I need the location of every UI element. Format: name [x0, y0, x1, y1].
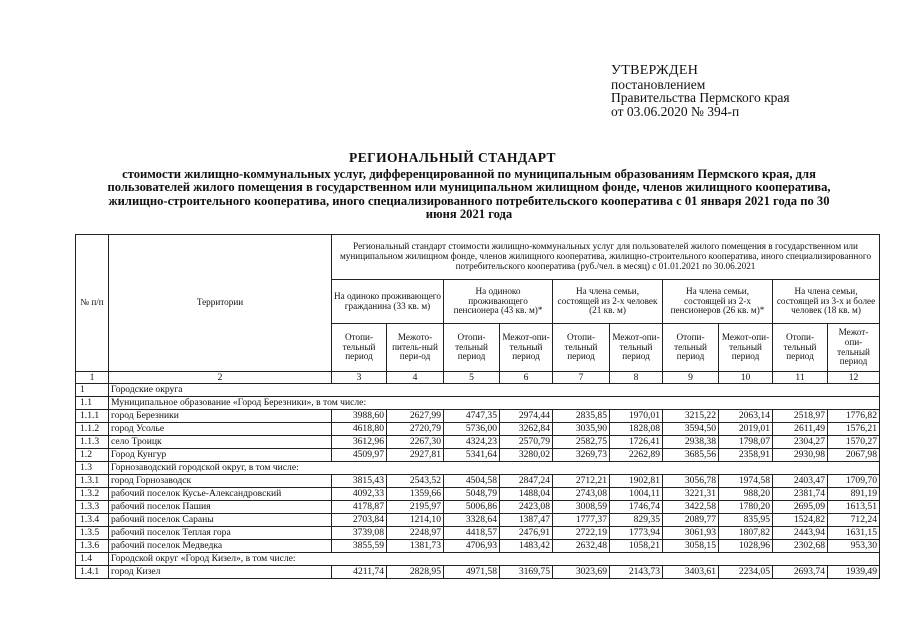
value-cell: 3058,15 — [663, 540, 719, 553]
value-cell: 1970,01 — [610, 410, 663, 423]
column-number: 6 — [500, 372, 553, 384]
value-cell: 1483,42 — [500, 540, 553, 553]
column-number: 5 — [444, 372, 500, 384]
value-cell: 2611,49 — [773, 423, 828, 436]
table-row — [76, 423, 880, 436]
table-row — [76, 540, 880, 553]
value-cell: 1387,47 — [500, 514, 553, 527]
value-cell: 3815,43 — [332, 475, 387, 488]
value-cell: 1709,70 — [828, 475, 880, 488]
row-number: 1.4.1 — [76, 566, 109, 579]
value-cell: 891,19 — [828, 488, 880, 501]
column-number: 9 — [663, 372, 719, 384]
value-cell: 4706,93 — [444, 540, 500, 553]
value-cell: 2234,05 — [719, 566, 773, 579]
value-cell: 1004,11 — [610, 488, 663, 501]
row-number: 1.3.4 — [76, 514, 109, 527]
value-cell: 2403,47 — [773, 475, 828, 488]
table-row — [76, 475, 880, 488]
row-number: 1 — [76, 384, 109, 397]
value-cell: 3403,61 — [663, 566, 719, 579]
territory-name: рабочий поселок Сараны — [109, 514, 332, 527]
territory-name: город Кизел — [109, 566, 332, 579]
header-interheating-5: Межот-опи-тельный период — [828, 324, 880, 372]
value-cell: 2712,21 — [553, 475, 610, 488]
value-cell: 1798,07 — [719, 436, 773, 449]
table-row — [76, 488, 880, 501]
table-row — [76, 410, 880, 423]
header-group-4: На члена семьи, состоящей из 2-х пенсионеров (26 кв. м)* — [663, 280, 773, 324]
column-number: 8 — [610, 372, 663, 384]
row-number: 1.3.6 — [76, 540, 109, 553]
header-heating-3: Отопи-тельный период — [553, 324, 610, 372]
header-group-1: На одиноко проживающего гражданина (33 кв. м) — [332, 280, 444, 324]
territory-name: село Троицк — [109, 436, 332, 449]
document-title: РЕГИОНАЛЬНЫЙ СТАНДАРТ — [349, 150, 556, 165]
value-cell: 3328,64 — [444, 514, 500, 527]
column-number: 2 — [109, 372, 332, 384]
row-number: 1.3 — [76, 462, 109, 475]
header-group-5: На члена семьи, состоящей из 3-х и более человек (18 кв. м) — [773, 280, 880, 324]
row-number: 1.2 — [76, 449, 109, 462]
value-cell: 3280,02 — [500, 449, 553, 462]
table-row — [76, 566, 880, 579]
value-cell: 2304,27 — [773, 436, 828, 449]
column-number: 4 — [387, 372, 444, 384]
value-cell: 2381,74 — [773, 488, 828, 501]
value-cell: 3023,69 — [553, 566, 610, 579]
value-cell: 1214,10 — [387, 514, 444, 527]
value-cell: 3169,75 — [500, 566, 553, 579]
header-territory: Территории — [109, 235, 332, 372]
section-row — [76, 553, 880, 566]
value-cell: 1381,73 — [387, 540, 444, 553]
header-heating-5: Отопи-тельный период — [773, 324, 828, 372]
value-cell: 4178,87 — [332, 501, 387, 514]
value-cell: 1776,82 — [828, 410, 880, 423]
value-cell: 1807,82 — [719, 527, 773, 540]
value-cell: 2267,30 — [387, 436, 444, 449]
header-interheating-3: Межот-опи-тельный период — [610, 324, 663, 372]
value-cell: 4971,58 — [444, 566, 500, 579]
territory-name: Город Кунгур — [109, 449, 332, 462]
table-row — [76, 501, 880, 514]
territory-name: Горнозаводский городской округ, в том числе: — [109, 462, 880, 475]
value-cell: 1777,37 — [553, 514, 610, 527]
value-cell: 1631,15 — [828, 527, 880, 540]
value-cell: 2743,08 — [553, 488, 610, 501]
territory-name: рабочий поселок Медведка — [109, 540, 332, 553]
value-cell: 2974,44 — [500, 410, 553, 423]
territory-name: Городской округ «Город Кизел», в том числе: — [109, 553, 880, 566]
approval-line-2: Правительства Пермского края — [611, 90, 790, 106]
value-cell: 1773,94 — [610, 527, 663, 540]
approval-line-3: от 03.06.2020 № 394-п — [611, 103, 740, 119]
header-interheating-2: Межот-опи-тельный период — [500, 324, 553, 372]
column-number: 3 — [332, 372, 387, 384]
value-cell: 2927,81 — [387, 449, 444, 462]
approval-heading: УТВЕРЖДЕН — [611, 63, 699, 78]
row-number: 1.3.1 — [76, 475, 109, 488]
value-cell: 3612,96 — [332, 436, 387, 449]
value-cell: 5048,79 — [444, 488, 500, 501]
value-cell: 2695,09 — [773, 501, 828, 514]
document-subtitle: стоимости жилищно-коммунальных услуг, дифференцированной по муниципальным образованиям Пермского края, для пользователей жилого помещения в государственном или муниципальном жилищном фонде, членов жилищного кооператива, жилищно-строительного кооператива, иного специализированного потребительского кооператива с 01 января 2021 года по 30 июня 2021 года — [107, 167, 831, 222]
value-cell: 3008,59 — [553, 501, 610, 514]
table-row — [76, 527, 880, 540]
column-numbers-row — [76, 372, 880, 384]
section-row — [76, 397, 880, 410]
row-number: 1.3.5 — [76, 527, 109, 540]
value-cell: 2847,24 — [500, 475, 553, 488]
value-cell: 2828,95 — [387, 566, 444, 579]
value-cell: 2019,01 — [719, 423, 773, 436]
header-group-3: На члена семьи, состоящей из 2-х человек (21 кв. м) — [553, 280, 663, 324]
value-cell: 1524,82 — [773, 514, 828, 527]
value-cell: 2358,91 — [719, 449, 773, 462]
value-cell: 2262,89 — [610, 449, 663, 462]
value-cell: 1828,08 — [610, 423, 663, 436]
value-cell: 2720,79 — [387, 423, 444, 436]
territory-name: рабочий поселок Пашия — [109, 501, 332, 514]
header-heating-2: Отопи-тельный период — [444, 324, 500, 372]
column-number: 7 — [553, 372, 610, 384]
value-cell: 835,95 — [719, 514, 773, 527]
value-cell: 1488,04 — [500, 488, 553, 501]
value-cell: 2582,75 — [553, 436, 610, 449]
value-cell: 2543,52 — [387, 475, 444, 488]
value-cell: 3262,84 — [500, 423, 553, 436]
territory-name: город Усолье — [109, 423, 332, 436]
value-cell: 1939,49 — [828, 566, 880, 579]
header-heating-4: Отопи-тельный период — [663, 324, 719, 372]
value-cell: 2632,48 — [553, 540, 610, 553]
value-cell: 3221,31 — [663, 488, 719, 501]
value-cell: 4504,58 — [444, 475, 500, 488]
value-cell: 2627,99 — [387, 410, 444, 423]
value-cell: 1613,51 — [828, 501, 880, 514]
value-cell: 1058,21 — [610, 540, 663, 553]
value-cell: 4324,23 — [444, 436, 500, 449]
value-cell: 3269,73 — [553, 449, 610, 462]
value-cell: 1576,21 — [828, 423, 880, 436]
value-cell: 4747,35 — [444, 410, 500, 423]
value-cell: 2302,68 — [773, 540, 828, 553]
value-cell: 1746,74 — [610, 501, 663, 514]
row-number: 1.1.1 — [76, 410, 109, 423]
value-cell: 4211,74 — [332, 566, 387, 579]
value-cell: 3422,58 — [663, 501, 719, 514]
value-cell: 2476,91 — [500, 527, 553, 540]
value-cell: 4092,33 — [332, 488, 387, 501]
value-cell: 1902,81 — [610, 475, 663, 488]
row-number: 1.1.3 — [76, 436, 109, 449]
row-number: 1.1.2 — [76, 423, 109, 436]
value-cell: 1780,20 — [719, 501, 773, 514]
value-cell: 5006,86 — [444, 501, 500, 514]
table-row — [76, 449, 880, 462]
header-number: № п/п — [76, 235, 109, 372]
territory-name: рабочий поселок Кусье-Александровский — [109, 488, 332, 501]
value-cell: 3056,78 — [663, 475, 719, 488]
value-cell: 3035,90 — [553, 423, 610, 436]
value-cell: 2693,74 — [773, 566, 828, 579]
territory-name: город Березники — [109, 410, 332, 423]
column-number: 10 — [719, 372, 773, 384]
row-number: 1.4 — [76, 553, 109, 566]
column-number: 1 — [76, 372, 109, 384]
value-cell: 2703,84 — [332, 514, 387, 527]
territory-name: Городские округа — [109, 384, 880, 397]
value-cell: 2443,94 — [773, 527, 828, 540]
section-row — [76, 462, 880, 475]
value-cell: 1974,58 — [719, 475, 773, 488]
value-cell: 3215,22 — [663, 410, 719, 423]
value-cell: 5736,00 — [444, 423, 500, 436]
value-cell: 5341,64 — [444, 449, 500, 462]
header-main: Региональный стандарт стоимости жилищно-коммунальных услуг для пользователей жилого помещения в государственном или муниципальном жилищном фонде, членов жилищного кооператива, жилищно-строительного кооператива, иного специализированного потребительского кооператива (руб./чел. в месяц) с 01.01.2021 по 30.06.2021 — [332, 235, 880, 280]
value-cell: 2835,85 — [553, 410, 610, 423]
territory-name: Муниципальное образование «Город Березники», в том числе: — [109, 397, 880, 410]
value-cell: 712,24 — [828, 514, 880, 527]
table-row — [76, 514, 880, 527]
value-cell: 1359,66 — [387, 488, 444, 501]
approval-block — [611, 64, 790, 118]
value-cell: 2067,98 — [828, 449, 880, 462]
value-cell: 2518,97 — [773, 410, 828, 423]
value-cell: 2570,79 — [500, 436, 553, 449]
header-heating-1: Отопи-тельный период — [332, 324, 387, 372]
row-number: 1.1 — [76, 397, 109, 410]
value-cell: 2423,08 — [500, 501, 553, 514]
value-cell: 3988,60 — [332, 410, 387, 423]
value-cell: 3685,56 — [663, 449, 719, 462]
header-interheating-4: Межот-опи-тельный период — [719, 324, 773, 372]
value-cell: 3061,93 — [663, 527, 719, 540]
approval-line-1: постановлением — [611, 76, 706, 92]
value-cell: 1726,41 — [610, 436, 663, 449]
value-cell: 2722,19 — [553, 527, 610, 540]
row-number: 1.3.3 — [76, 501, 109, 514]
standard-table — [75, 234, 880, 579]
value-cell: 2195,97 — [387, 501, 444, 514]
value-cell: 1028,96 — [719, 540, 773, 553]
territory-name: город Горнозаводск — [109, 475, 332, 488]
value-cell: 829,35 — [610, 514, 663, 527]
value-cell: 3855,59 — [332, 540, 387, 553]
value-cell: 2248,97 — [387, 527, 444, 540]
value-cell: 988,20 — [719, 488, 773, 501]
value-cell: 2143,73 — [610, 566, 663, 579]
column-number: 11 — [773, 372, 828, 384]
value-cell: 4509,97 — [332, 449, 387, 462]
value-cell: 3739,08 — [332, 527, 387, 540]
column-number: 12 — [828, 372, 880, 384]
value-cell: 2089,77 — [663, 514, 719, 527]
section-row — [76, 384, 880, 397]
territory-name: рабочий поселок Теплая гора — [109, 527, 332, 540]
row-number: 1.3.2 — [76, 488, 109, 501]
value-cell: 953,30 — [828, 540, 880, 553]
value-cell: 2063,14 — [719, 410, 773, 423]
header-group-2: На одиноко проживающего пенсионера (43 кв. м)* — [444, 280, 553, 324]
value-cell: 2930,98 — [773, 449, 828, 462]
value-cell: 3594,50 — [663, 423, 719, 436]
value-cell: 4418,57 — [444, 527, 500, 540]
value-cell: 2938,38 — [663, 436, 719, 449]
table-row — [76, 436, 880, 449]
header-interheating-1: Межото-питель-ный пери-од — [387, 324, 444, 372]
value-cell: 1570,27 — [828, 436, 880, 449]
value-cell: 4618,80 — [332, 423, 387, 436]
